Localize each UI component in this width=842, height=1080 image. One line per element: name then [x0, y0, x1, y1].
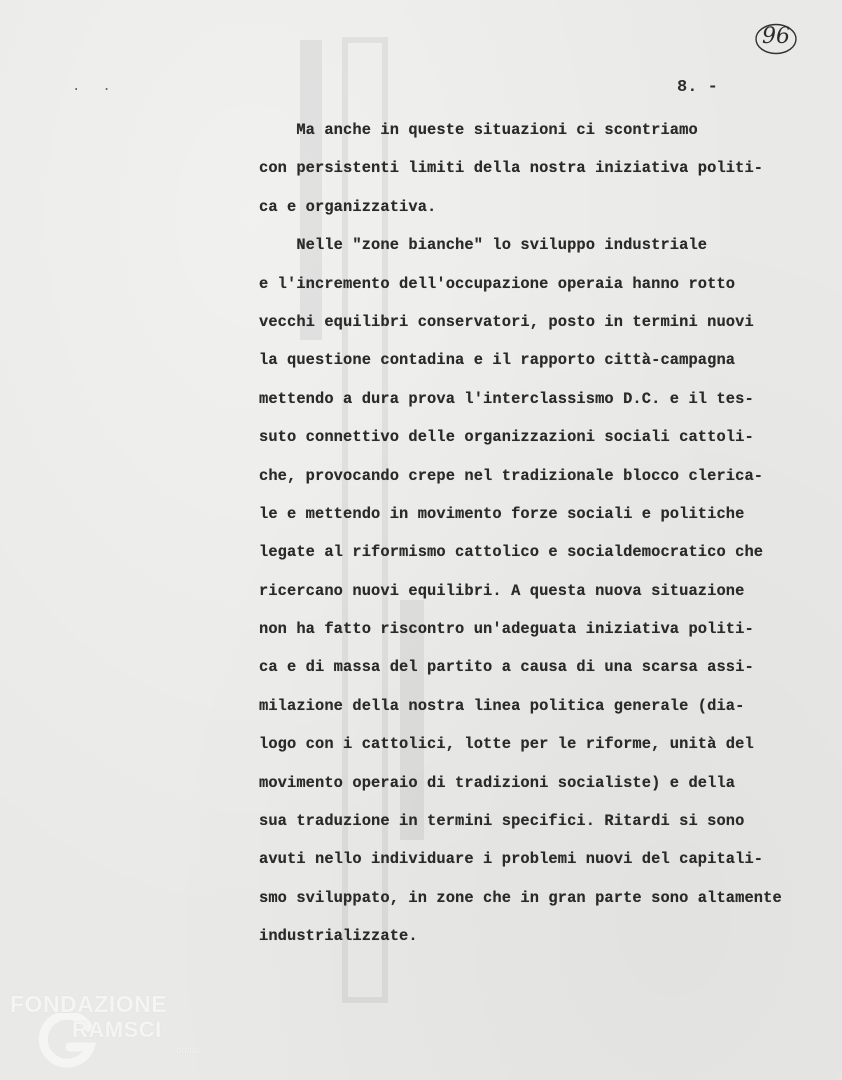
logo-gramsci: RAMSCI	[72, 1017, 162, 1042]
text-line: che, provocando crepe nel tradizionale blocco clerica-	[259, 466, 764, 485]
text-line: con persistenti limiti della nostra iniziativa politi-	[259, 159, 764, 178]
text-line: mettendo a dura prova l'interclassismo D.C. e il tes-	[259, 389, 754, 408]
text-line: smo sviluppato, in zone che in gran parte sono altamente	[259, 888, 782, 907]
text-line: ca e organizzativa.	[259, 197, 437, 216]
text-line: ricercano nuovi equilibri. A questa nuova situazione	[259, 581, 745, 600]
text-line: milazione della nostra linea politica generale (dia-	[259, 696, 745, 715]
text-line: sua traduzione in termini specifici. Ritardi si sono	[259, 812, 745, 831]
archive-stamp	[754, 22, 798, 56]
text-line: vecchi equilibri conservatori, posto in termini nuovi	[259, 312, 754, 331]
logo-onlus: onlus	[176, 1045, 200, 1056]
page-number: 8. -	[677, 78, 718, 97]
text-line: la questione contadina e il rapporto città-campagna	[259, 351, 736, 370]
fondazione-gramsci-logo	[10, 985, 220, 1075]
text-line: legate al riformismo cattolico e socialdemocratico che	[259, 543, 764, 562]
text-line: non ha fatto riscontro un'adeguata iniziativa politi-	[259, 620, 754, 639]
text-line: Ma anche in queste situazioni ci scontriamo	[259, 121, 698, 139]
body-text	[259, 116, 834, 961]
text-line: movimento operaio di tradizioni socialiste) e della	[259, 773, 736, 792]
text-line: industrializzate.	[259, 927, 418, 946]
text-line: Nelle "zone bianche" lo sviluppo industriale	[259, 236, 708, 255]
logo-fondazione: FONDAZIONE	[10, 991, 168, 1017]
text-line: avuti nello individuare i problemi nuovi del capitali-	[259, 850, 764, 869]
text-line: le e mettendo in movimento forze sociali e politiche	[259, 504, 745, 523]
text-line: logo con i cattolici, lotte per le riforme, unità del	[259, 735, 754, 754]
text-line: e l'incremento dell'occupazione operaia hanno rotto	[259, 274, 736, 293]
paper-specks: ··	[72, 82, 133, 98]
text-line: suto connettivo delle organizzazioni sociali cattoli-	[259, 428, 754, 447]
text-line: ca e di massa del partito a causa di una scarsa assi-	[259, 658, 754, 677]
archive-number: 96	[762, 24, 790, 49]
